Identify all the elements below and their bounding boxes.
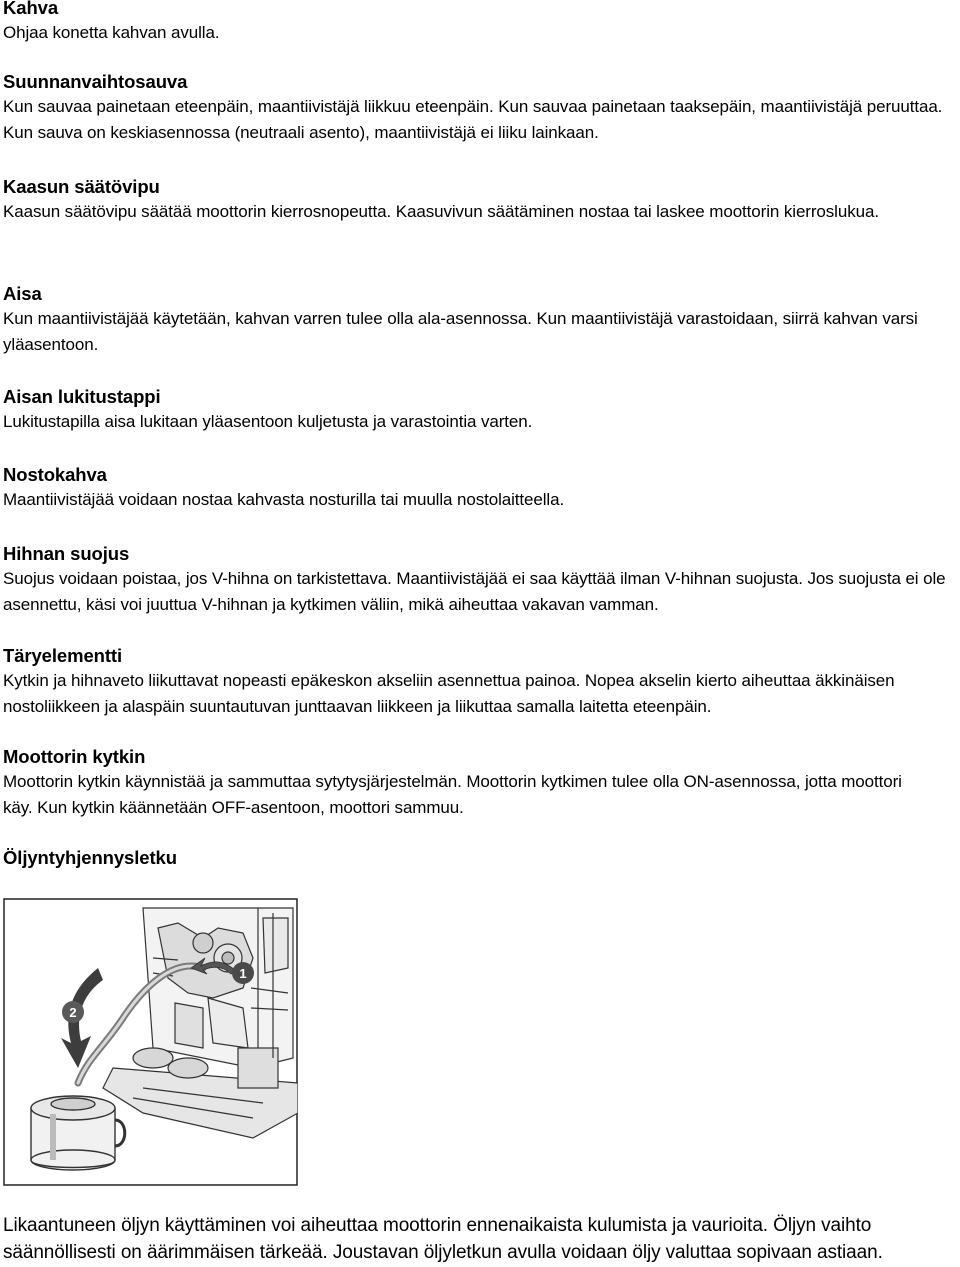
section-text: Suojus voidaan poistaa, jos V-hihna on tarkistettava. Maantiivistäjää ei saa käyttää ilman V-hihnan suojusta. Jos suojusta ei ole asennettu, käsi voi juuttua V-hihnan ja kytkimen väliin, mikä aiheuttaa vakavan vamman. — [3, 569, 946, 614]
callout-1-marker — [232, 962, 254, 984]
oil-drain-illustration — [3, 898, 298, 1186]
footer-paragraph: Likaantuneen öljyn käyttäminen voi aiheuttaa moottorin ennenaikaista kulumista ja vaurioita. Öljyn vaihto säännöllisesti on äärimmäisen tärkeää. Joustavan öljyletkun avulla voidaan öljy valuttaa sopivaan astiaan. — [3, 1215, 883, 1263]
callout-2-label: 2 — [69, 1005, 77, 1020]
section-text: Lukitustapilla aisa lukitaan yläasentoon kuljetusta ja varastointia varten. — [3, 412, 533, 431]
section-heading: Hihnan suojus — [3, 543, 130, 564]
section-moottorin-kytkin — [3, 744, 923, 820]
section-text: Ohjaa konetta kahvan avulla. — [3, 23, 220, 42]
section-aisan-lukitustappi — [3, 384, 958, 435]
oil-container-icon — [31, 1096, 125, 1170]
section-taryelementti — [3, 643, 960, 719]
section-heading: Täryelementti — [3, 645, 122, 666]
section-heading: Aisan lukitustappi — [3, 386, 161, 407]
section-heading: Öljyntyhjennysletku — [3, 847, 177, 868]
section-kahva — [3, 0, 219, 46]
callout-1-label: 1 — [239, 966, 247, 981]
section-text: Kytkin ja hihnaveto liikuttavat nopeasti epäkeskon akseliin asennettua painoa. Nopea akselin kierto aiheuttaa äkkinäisen nostoliikkeen ja alaspäin suuntautuvan junttaavan liikkeen ja liikuttaa samalla laitetta eteenpäin. — [3, 671, 895, 716]
section-oljyntyhjennysletku — [3, 845, 958, 870]
section-aisa — [3, 281, 958, 357]
section-text: Kun maantiivistäjää käytetään, kahvan varren tulee olla ala-asennossa. Kun maantiivistäjä varastoidaan, siirrä kahvan varsi yläasentoon. — [3, 309, 918, 354]
section-heading: Moottorin kytkin — [3, 746, 146, 767]
section-nostokahva — [3, 462, 958, 513]
section-suunnanvaihtosauva — [3, 69, 958, 145]
callout-2-marker — [62, 1001, 84, 1023]
section-heading: Kaasun säätövipu — [3, 176, 160, 197]
section-heading: Kahva — [3, 0, 59, 18]
section-hihnan-suojus — [3, 541, 958, 617]
section-heading: Aisa — [3, 283, 42, 304]
section-text: Moottorin kytkin käynnistää ja sammuttaa sytytysjärjestelmän. Moottorin kytkimen tulee olla ON-asennossa, jotta moottori käy. Kun kytkin käännetään OFF-asentoon, moottori sammuu. — [3, 772, 902, 817]
section-heading: Nostokahva — [3, 464, 107, 485]
section-heading: Suunnanvaihtosauva — [3, 71, 188, 92]
section-kaasun-saatovipu — [3, 174, 958, 225]
section-text: Kaasun säätövipu säätää moottorin kierrosnopeutta. Kaasuvivun säätäminen nostaa tai laskee moottorin kierroslukua. — [3, 202, 879, 221]
section-text: Maantiivistäjää voidaan nostaa kahvasta nosturilla tai muulla nostolaitteella. — [3, 490, 565, 509]
section-text: Kun sauvaa painetaan eteenpäin, maantiivistäjä liikkuu eteenpäin. Kun sauvaa painetaan taaksepäin, maantiivistäjä peruuttaa. Kun sauva on keskiasennossa (neutraali asento), maantiivistäjä ei liiku lainkaan. — [3, 97, 943, 142]
